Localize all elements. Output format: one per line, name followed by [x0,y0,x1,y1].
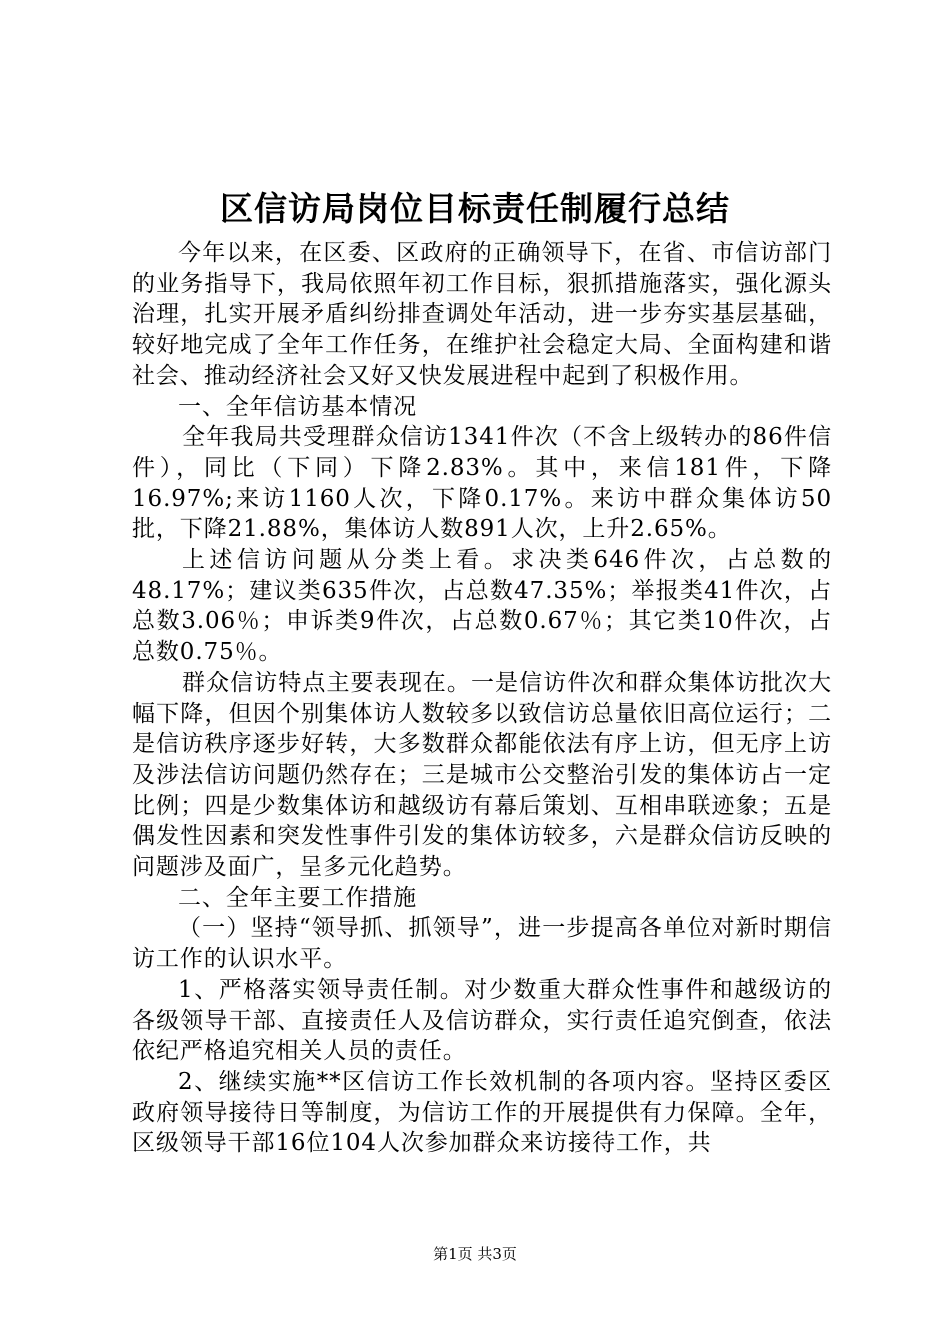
heading-subsection-1: （一）坚持“领导抓、抓领导”，进一步提高各单位对新时期信访工作的认识水平。 [132,915,832,973]
heading-section-2: 二、全年主要工作措施 [178,884,417,911]
paragraph-classification: 上述信访问题从分类上看。求决类646件次，占总数的48.17%；建议类635件次，占总数47.35%；举报类41件次，占总数3.06％；申诉类9件次，占总数0.67％；其它类10件次，占总数0.75％。 [132,547,832,666]
paragraph-statistics: 全年我局共受理群众信访1341件次（不含上级转办的86件信件），同比（下同）下降2.83%。其中，来信181件，下降16.97%;来访1160人次，下降0.17%。来访中群众集体访50批，下降21.88%，集体访人数891人次，上升2.65%。 [132,424,832,543]
paragraph-characteristics: 群众信访特点主要表现在。一是信访件次和群众集体访批次大幅下降，但因个别集体访人数较多以致信访总量依旧高位运行；二是信访秩序逐步好转，大多数群众都能依法有序上访，但无序上访及涉法信访问题仍然存在；三是城市公交整治引发的集体访占一定比例；四是少数集体访和越级访有幕后策划、互相串联迹象；五是偶发性因素和突发性事件引发的集体访较多，六是群众信访反映的问题涉及面广，呈多元化趋势。 [132,669,832,881]
page-footer: 第1页 共3页 [433,1245,517,1263]
document-title: 区信访局岗位目标责任制履行总结 [220,189,730,228]
paragraph-intro: 今年以来，在区委、区政府的正确领导下，在省、市信访部门的业务指导下，我局依照年初工作目标，狠抓措施落实，强化源头治理，扎实开展矛盾纠纷排查调处年活动，进一步夯实基层基础，较好地完成了全年工作任务，在维护社会稳定大局、全面构建和谐社会、推动经济社会又好又快发展进程中起到了积极作用。 [132,240,832,389]
paragraph-item-2: 2、继续实施**区信访工作长效机制的各项内容。坚持区委区政府领导接待日等制度，为信访工作的开展提供有力保障。全年，区级领导干部16位104人次参加群众来访接待工作，共 [132,1068,832,1157]
document-body [132,238,832,1159]
heading-section-1: 一、全年信访基本情况 [178,393,417,420]
paragraph-item-1: 1、严格落实领导责任制。对少数重大群众性事件和越级访的各级领导干部、直接责任人及信访群众，实行责任追究倒查，依法依纪严格追究相关人员的责任。 [132,976,832,1065]
